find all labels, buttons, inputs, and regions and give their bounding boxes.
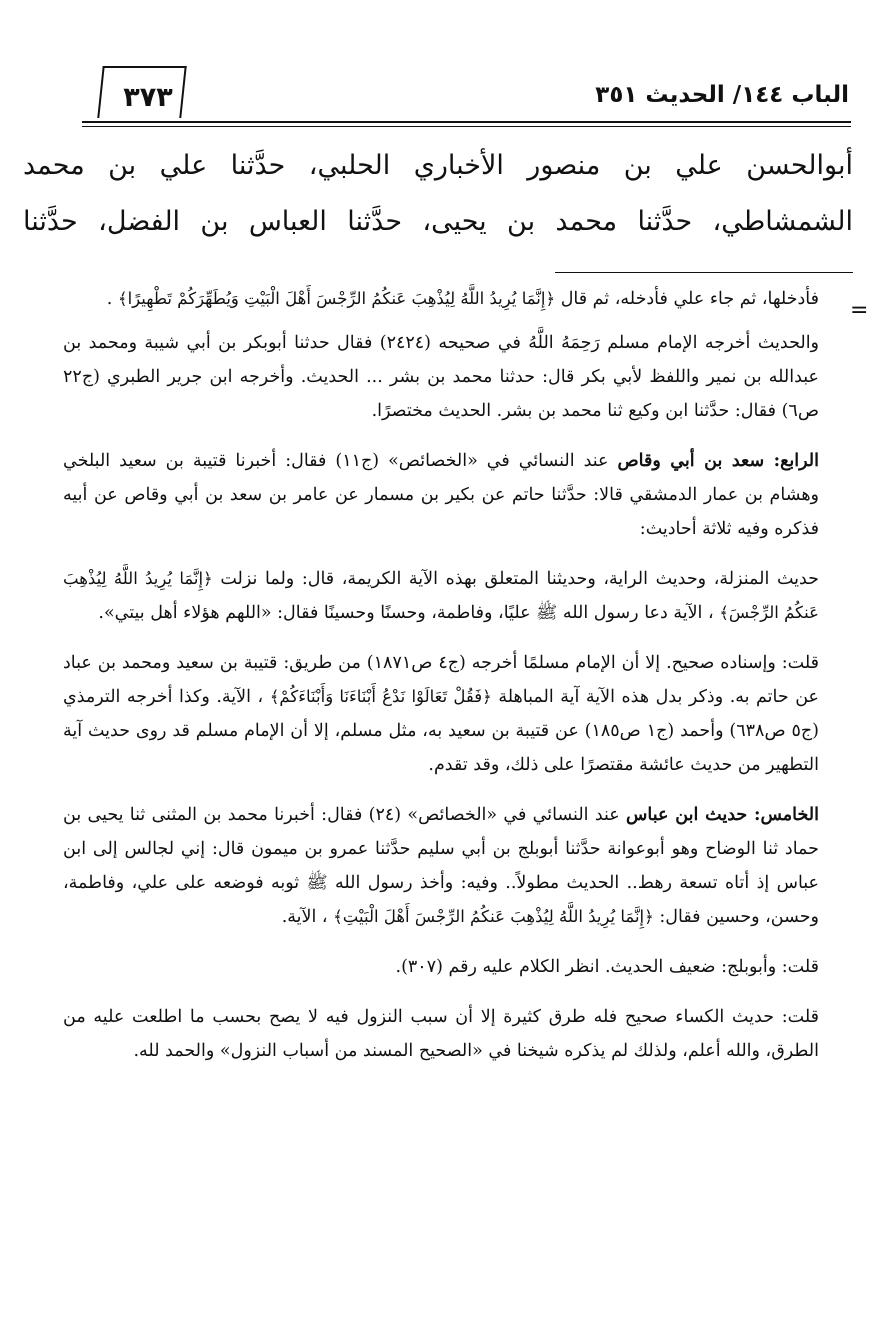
note-paragraph-8: قلت: حديث الكساء صحيح فله طرق كثيرة إلا أن سبب النزول فيه لا يصح بحسب ما اطلعت عليه من الطرق، والله أعلم، ولذلك لم يذكره شيخنا في «الصحيح المسند من أسباب النزول» والحمد لله. — [63, 1007, 819, 1061]
note-text: عند النسائي في «الخصائص» (٢٤) فقال: أخبرنا محمد بن المثنى ثنا يحيى بن حماد ثنا الوضاح وهو أبوعوانة حدَّثنا أبوبلج بن أبي سليم حدَّثنا عمرو بن ميمون قال: إني لجالس إلى ابن عباس إذ أتاه تسعة رهط.. الحديث مطولاً.. وفيه: وأخذ رسول الله ﷺ ثوبه فوضعه على علي، وفاطمة، وحسن، وحسين فقال: — [63, 805, 819, 927]
note-text: ، الآية دعا رسول الله ﷺ عليًا، وفاطمة، وحسنًا وحسينًا فقال: «اللهم هؤلاء أهل بيتي». — [98, 603, 714, 623]
footnote-continuation-marker: = — [850, 298, 869, 323]
note-text: ، الآية. — [281, 907, 328, 927]
main-line-1: أبوالحسن علي بن منصور الأخباري الحلبي، حدَّثنا علي بن محمد — [23, 150, 853, 181]
main-text — [23, 138, 853, 250]
quran-verse: ﴿إِنَّمَا يُرِيدُ اللَّهُ لِيُذْهِبَ عَنكُمُ الرِّجْسَ أَهْلَ الْبَيْتِ وَيُطَهِّرَكُمْ تَطْهِيرًا﴾ — [117, 289, 556, 308]
note-text: . — [106, 289, 113, 309]
note-paragraph-2: والحديث أخرجه الإمام مسلم رَحِمَهُ اللَّهُ في صحيحه (٢٤٢٤) فقال حدثنا أبوبكر بن أبي شيبة ومحمد بن عبدالله بن نمير واللفظ لأبي بكر قال: حدثنا محمد بن بشر ... الحديث. وأخرجه ابن جرير الطبري (ج٢٢ ص٦) فقال: حدَّثنا ابن وكيع ثنا محمد بن بشر. الحديث مختصرًا. — [63, 333, 820, 421]
note-paragraph-1 — [63, 282, 819, 316]
note-text: حديث المنزلة، وحديث الراية، وحديثنا المتعلق بهذه الآية الكريمة، قال: ولما نزلت — [220, 569, 819, 589]
main-line-2: الشمشاطي، حدَّثنا محمد بن يحيى، حدَّثنا العباس بن الفضل، حدَّثنا — [23, 206, 853, 237]
note-paragraph-4 — [63, 562, 819, 630]
quran-verse: ﴿إِنَّمَا يُرِيدُ اللَّهُ لِيُذْهِبَ عَنكُمُ الرِّجْسَ﴾ — [63, 569, 819, 622]
header-rule-thin — [82, 126, 851, 127]
note-paragraph-3 — [63, 444, 819, 546]
footnote-separator — [555, 272, 853, 273]
footnotes — [63, 282, 819, 1084]
note-paragraph-6 — [63, 798, 819, 934]
section-lead: الخامس: حديث ابن عباس — [626, 805, 819, 825]
note-paragraph-7: قلت: وأبوبلج: ضعيف الحديث. انظر الكلام عليه رقم (٣٠٧). — [395, 957, 819, 977]
running-header: الباب ١٤٤/ الحديث ٣٥١ — [595, 82, 849, 108]
note-text: قلت: وإسناده صحيح. إلا أن الإمام مسلمًا أخرجه (ج٤ ص١٨٧١) من طريق: قتيبة بن سعيد ومحمد بن عباد عن حاتم به. وذكر بدل هذه الآية آية المباهلة — [63, 653, 820, 707]
note-text: فأدخلها، ثم جاء علي فأدخله، ثم قال — [560, 289, 819, 309]
header-rule — [82, 121, 851, 123]
section-lead: الرابع: سعد بن أبي وقاص — [617, 451, 819, 471]
note-text: ، الآية. وكذا أخرجه الترمذي (ج٥ ص٦٣٨) وأحمد (ج١ ص١٨٥) عن قتيبة بن سعيد به، مثل مسلم، إلا أن الإمام مسلم قد روى حديث آية التطهير من حديث عائشة مقتصرًا على ذلك، وقد تقدم. — [63, 687, 819, 775]
note-text: عند النسائي في «الخصائص» (ج١١) فقال: أخبرنا قتيبة بن سعيد البلخي وهشام بن عمار الدمشقي قالا: حدَّثنا حاتم عن بكير بن مسمار عن عامر بن سعد بن أبي وقاص عن أبيه فذكره وفيه ثلاثة أحاديث: — [63, 451, 819, 539]
quran-verse: ﴿فَقُلْ تَعَالَوْا نَدْعُ أَبْنَاءَنَا وَأَبْنَاءَكُمْ﴾ — [269, 687, 492, 706]
note-paragraph-5 — [63, 646, 819, 782]
quran-verse: ﴿إِنَّمَا يُرِيدُ اللَّهُ لِيُذْهِبَ عَنكُمُ الرِّجْسَ أَهْلَ الْبَيْتِ﴾ — [333, 907, 654, 926]
page-number: ٣٧٣ — [123, 82, 173, 113]
